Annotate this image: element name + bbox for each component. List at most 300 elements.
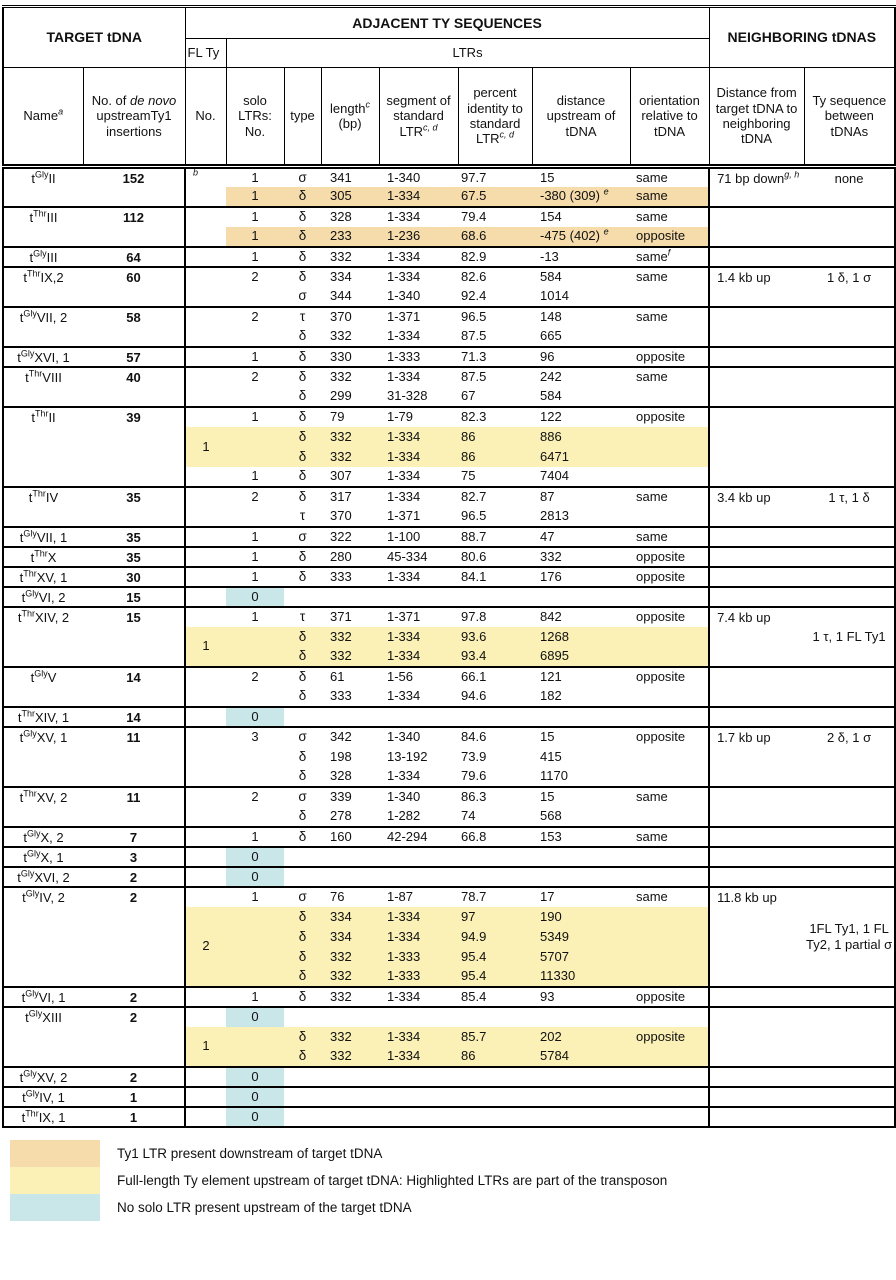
- fl-ty-number: [185, 547, 226, 567]
- fl-ty-number: [185, 707, 226, 727]
- neighbor-distance: [709, 547, 804, 567]
- ltr-distance-upstream: -380 (309) $^e$: [532, 187, 630, 207]
- ltr-identity: 82.7: [461, 489, 487, 505]
- ltr-orientation: [630, 1047, 709, 1067]
- solo-ltr-count: [226, 747, 284, 767]
- header-neighboring-tdnas: NEIGHBORING tDNAS: [709, 7, 895, 68]
- ltr-segment: 13-192: [387, 748, 428, 764]
- ltr-distance-upstream: [532, 707, 630, 727]
- fl-ty-number: [185, 187, 226, 207]
- ltr-distance-upstream: 15: [540, 789, 555, 805]
- ty-between: 1FL Ty1, 1 FL Ty2, 1 partial σ: [804, 887, 895, 987]
- table-row: [3, 607, 895, 627]
- table-row: [3, 1007, 895, 1027]
- neighbor-distance: 3.4 kb up: [709, 487, 804, 527]
- ty-between: [804, 867, 895, 887]
- table-row: [3, 1087, 895, 1107]
- ltr-length: 198: [330, 748, 352, 764]
- table-row: [3, 267, 895, 287]
- header-insertions: No. of de novo upstreamTy1 insertions: [83, 68, 185, 167]
- target-tdna-name: $t^{Thr}XV$, 2: [3, 787, 83, 827]
- ty-between: 2 δ, 1 σ: [804, 727, 895, 787]
- header-segment: segment of standard LTR$^{c, d}$: [379, 68, 458, 167]
- ltr-length: 344: [321, 287, 379, 307]
- ty-between: [804, 567, 895, 587]
- ltr-identity: 67.5: [458, 187, 532, 207]
- de-novo-insertions-count: 112: [83, 207, 185, 247]
- header-orientation: orientation relative to tDNA: [630, 68, 709, 167]
- ltr-type: δ: [298, 409, 307, 425]
- table-row: [3, 167, 895, 187]
- target-tdna-name: $t^{Gly}XVI$, 2: [3, 867, 83, 887]
- table-row: [3, 847, 895, 867]
- table-row: [3, 207, 895, 227]
- ltr-segment: 1-340: [379, 287, 458, 307]
- solo-ltr-count: 1: [226, 227, 284, 247]
- solo-ltr-count: 2: [251, 489, 259, 505]
- ltr-distance-upstream: 15: [540, 170, 555, 186]
- ty-between: [804, 827, 895, 847]
- ltr-length: [321, 867, 379, 887]
- solo-ltr-count: 2: [251, 309, 259, 325]
- ltr-identity: 86: [458, 447, 532, 467]
- ltr-segment: 1-334: [379, 1047, 458, 1067]
- ltr-orientation: same: [636, 170, 668, 186]
- ltr-distance-upstream: 584: [532, 387, 630, 407]
- ltr-length: [321, 1107, 379, 1127]
- ltr-orientation: [630, 867, 709, 887]
- solo-ltr-count: [226, 967, 284, 987]
- ltr-type: δ: [284, 907, 321, 927]
- ltr-segment: 1-333: [379, 947, 458, 967]
- table-header: [3, 7, 895, 167]
- ltr-orientation: [630, 447, 709, 467]
- ltr-type: δ: [298, 489, 307, 505]
- solo-ltr-count: [226, 647, 284, 667]
- de-novo-insertions-count: 64: [83, 247, 185, 267]
- table-row: [3, 707, 895, 727]
- ltr-segment: 1-334: [387, 369, 421, 385]
- ltr-type: δ: [284, 467, 321, 487]
- ltr-length: 332: [330, 369, 352, 385]
- ltr-identity: [458, 587, 532, 607]
- ltr-identity: 86.3: [461, 789, 487, 805]
- fl-ty-number: [185, 687, 226, 707]
- solo-ltr-count: [226, 387, 284, 407]
- ltr-distance-upstream: 332: [532, 547, 630, 567]
- de-novo-insertions-count: 57: [83, 347, 185, 367]
- ty-between: 1 δ, 1 σ: [804, 267, 895, 307]
- ltr-segment: [379, 1107, 458, 1127]
- ltr-type: [284, 847, 321, 867]
- ltr-segment: 1-334: [379, 447, 458, 467]
- neighbor-distance: [709, 987, 804, 1007]
- ltr-segment: 1-334: [387, 489, 421, 505]
- ltr-orientation: [630, 947, 709, 967]
- ltr-orientation: opposite: [636, 609, 686, 625]
- header-adjacent-ty: ADJACENT TY SEQUENCES: [185, 7, 709, 39]
- ltr-type: [284, 1007, 321, 1027]
- neighbor-distance: [709, 247, 804, 267]
- ltr-segment: [379, 707, 458, 727]
- ltr-length: 278: [321, 807, 379, 827]
- solo-ltr-count: [226, 627, 284, 647]
- legend-item: [2, 1167, 894, 1194]
- table-row: [3, 487, 895, 507]
- solo-ltr-count: 1: [251, 209, 259, 225]
- ltr-length: [321, 1067, 379, 1087]
- ltr-type: σ: [284, 287, 321, 307]
- ty-between: [804, 787, 895, 827]
- ltr-distance-upstream: 121: [540, 669, 562, 685]
- ltr-identity: [458, 707, 532, 727]
- ltr-orientation: [630, 1007, 709, 1027]
- header-neighbor-distance: Distance from target tDNA to neighboring tDNA: [709, 68, 804, 167]
- solo-ltr-count: [226, 287, 284, 307]
- ty-between: [804, 1067, 895, 1087]
- ltr-segment: [379, 587, 458, 607]
- header-ltrs: LTRs: [226, 39, 709, 68]
- ltr-type: δ: [284, 187, 321, 207]
- de-novo-insertions-count: 35: [83, 527, 185, 547]
- neighbor-distance: [709, 847, 804, 867]
- ltr-identity: 67: [458, 387, 532, 407]
- neighbor-distance: [709, 667, 804, 707]
- fl-ty-number: [185, 287, 226, 307]
- ty-between: 1 τ, 1 δ: [804, 487, 895, 527]
- ltr-type: δ: [284, 827, 321, 847]
- ltr-length: 332: [321, 1027, 379, 1047]
- table-row: [3, 1107, 895, 1127]
- ltr-segment: 1-333: [379, 967, 458, 987]
- target-tdna-name: $t^{Gly}III$: [3, 247, 83, 267]
- ltr-identity: 82.3: [461, 409, 487, 425]
- ltr-orientation: [630, 507, 709, 527]
- ltr-orientation: [630, 627, 709, 647]
- ltr-distance-upstream: 2813: [532, 507, 630, 527]
- solo-ltr-count: [226, 927, 284, 947]
- solo-ltr-count: 1: [251, 889, 259, 905]
- table-row: [3, 547, 895, 567]
- ltr-identity: 78.7: [461, 889, 487, 905]
- ltr-distance-upstream: 182: [532, 687, 630, 707]
- ltr-type: δ: [284, 247, 321, 267]
- target-tdna-name: $t^{Thr}III$: [3, 207, 83, 247]
- ltr-distance-upstream: [532, 847, 630, 867]
- ltr-segment: 1-334: [379, 907, 458, 927]
- ltr-distance-upstream: 5707: [532, 947, 630, 967]
- ltr-type: [284, 1087, 321, 1107]
- ltr-distance-upstream: [532, 1107, 630, 1127]
- ltr-orientation: opposite: [630, 987, 709, 1007]
- de-novo-insertions-count: 7: [83, 827, 185, 847]
- ltr-identity: 96.5: [461, 309, 487, 325]
- ltr-distance-upstream: 93: [532, 987, 630, 1007]
- ltr-segment: 1-334: [379, 467, 458, 487]
- ltr-length: 76: [330, 889, 345, 905]
- fl-ty-number: [185, 787, 226, 807]
- neighbor-distance: [709, 567, 804, 587]
- ltr-orientation: [630, 1067, 709, 1087]
- ltr-length: [321, 587, 379, 607]
- ltr-orientation: same: [630, 187, 709, 207]
- ltr-length: 307: [321, 467, 379, 487]
- solo-ltr-count: [226, 507, 284, 527]
- fl-ty-number: [185, 1007, 226, 1027]
- ltr-length: [321, 1007, 379, 1027]
- ltr-length: 79: [330, 409, 345, 425]
- ltr-segment: 1-334: [379, 687, 458, 707]
- de-novo-insertions-count: 2: [83, 1067, 185, 1087]
- ltr-identity: 66.1: [461, 669, 487, 685]
- ltr-length: 333: [321, 687, 379, 707]
- header-fl-no: No.: [185, 68, 226, 167]
- ltr-type: δ: [284, 987, 321, 1007]
- ltr-distance-upstream: 6471: [532, 447, 630, 467]
- solo-ltr-count: 0: [226, 1067, 284, 1087]
- ltr-segment: 45-334: [379, 547, 458, 567]
- ltr-distance-upstream: 148: [540, 309, 562, 325]
- legend-swatch: [10, 1140, 100, 1167]
- solo-ltr-count: 0: [226, 707, 284, 727]
- target-tdna-name: $t^{Thr}II$: [3, 407, 83, 487]
- fl-ty-number: [185, 747, 226, 767]
- fl-ty-number: [185, 1107, 226, 1127]
- de-novo-insertions-count: 2: [83, 987, 185, 1007]
- ltr-orientation: [630, 767, 709, 787]
- target-tdna-name: $t^{Thr}XIV$, 1: [3, 707, 83, 727]
- table-row: [3, 1067, 895, 1087]
- ltr-length: 332: [321, 967, 379, 987]
- de-novo-insertions-count: 11: [83, 727, 185, 787]
- ltr-distance-upstream: -475 (402) $^e$: [532, 227, 630, 247]
- fl-ty-number: [185, 367, 226, 387]
- fl-ty-number: [185, 827, 226, 847]
- ltr-identity: 86: [458, 427, 532, 447]
- ltr-distance-upstream: 1170: [532, 767, 630, 787]
- neighbor-distance: 1.4 kb up: [709, 267, 804, 307]
- ltr-orientation: opposite: [630, 1027, 709, 1047]
- fl-ty-number: [185, 387, 226, 407]
- fl-ty-number: [185, 207, 226, 227]
- ltr-segment: 1-334: [387, 209, 421, 225]
- de-novo-insertions-count: 58: [83, 307, 185, 347]
- table-row: [3, 727, 895, 747]
- ltr-distance-upstream: 17: [540, 889, 555, 905]
- ltr-identity: 73.9: [461, 748, 487, 764]
- ltr-identity: 93.6: [458, 627, 532, 647]
- de-novo-insertions-count: 152: [83, 167, 185, 207]
- neighbor-distance: [709, 1067, 804, 1087]
- ltr-identity: 84.6: [461, 729, 487, 745]
- ty-between: [804, 847, 895, 867]
- ltr-distance-upstream: [532, 587, 630, 607]
- solo-ltr-count: [226, 1047, 284, 1067]
- ltr-length: 322: [321, 527, 379, 547]
- ltr-type: δ: [284, 427, 321, 447]
- ltr-length: 330: [321, 347, 379, 367]
- ty-between: [804, 527, 895, 547]
- target-tdna-name: $t^{Gly}V$: [3, 667, 83, 707]
- legend-swatch: [10, 1194, 100, 1221]
- ltr-type: [284, 1067, 321, 1087]
- neighbor-distance: [709, 587, 804, 607]
- neighbor-distance: 7.4 kb up: [709, 607, 804, 667]
- ltr-type: τ: [284, 507, 321, 527]
- ltr-segment: [379, 1087, 458, 1107]
- target-tdna-name: $t^{Gly}IV$, 1: [3, 1087, 83, 1107]
- ltr-segment: 1-334: [379, 927, 458, 947]
- solo-ltr-count: 1: [226, 567, 284, 587]
- ltr-orientation: opposite: [630, 547, 709, 567]
- ltr-distance-upstream: [532, 1067, 630, 1087]
- ltr-segment: 1-79: [387, 409, 414, 425]
- fl-ty-number: [185, 867, 226, 887]
- ltr-orientation: opposite: [636, 409, 686, 425]
- fl-ty-number: [185, 1067, 226, 1087]
- de-novo-insertions-count: 15: [83, 587, 185, 607]
- ltr-length: 332: [321, 947, 379, 967]
- ltr-identity: 95.4: [458, 967, 532, 987]
- ltr-length: 332: [321, 987, 379, 1007]
- neighbor-distance: [709, 407, 804, 487]
- ltr-segment: 1-334: [379, 767, 458, 787]
- ltr-length: 370: [321, 507, 379, 527]
- ltr-type: σ: [284, 527, 321, 547]
- neighbor-distance: [709, 867, 804, 887]
- ltr-type: δ: [284, 227, 321, 247]
- target-tdna-name: $t^{Gly}IV$, 2: [3, 887, 83, 987]
- ltr-length: 332: [321, 447, 379, 467]
- fl-ty-number: [185, 847, 226, 867]
- ltr-identity: 86: [458, 1047, 532, 1067]
- header-distance-upstream: distance upstream of tDNA: [532, 68, 630, 167]
- ltr-type: τ: [299, 309, 306, 325]
- de-novo-insertions-count: 40: [83, 367, 185, 407]
- fl-ty-number: [185, 607, 226, 627]
- ltr-orientation: same: [630, 527, 709, 547]
- ltr-segment: 1-56: [387, 669, 414, 685]
- ltr-segment: [379, 1067, 458, 1087]
- ltr-segment: 1-340: [387, 729, 421, 745]
- solo-ltr-count: 1: [226, 467, 284, 487]
- ltr-identity: 97.7: [461, 170, 487, 186]
- ty-between: [804, 1087, 895, 1107]
- ltr-type: δ: [284, 567, 321, 587]
- ltr-segment: 1-334: [379, 987, 458, 1007]
- ltr-segment: 1-371: [387, 309, 421, 325]
- solo-ltr-count: 1: [226, 987, 284, 1007]
- neighbor-distance: [709, 787, 804, 827]
- ltr-type: δ: [284, 687, 321, 707]
- ltr-distance-upstream: 11330: [532, 967, 630, 987]
- solo-ltr-count: [226, 1027, 284, 1047]
- ltr-identity: 79.6: [458, 767, 532, 787]
- ltr-orientation: same: [636, 369, 668, 385]
- ltr-identity: 97.8: [461, 609, 487, 625]
- ltr-length: 371: [330, 609, 352, 625]
- ltr-segment: 1-334: [379, 247, 458, 267]
- ltr-distance-upstream: 202: [532, 1027, 630, 1047]
- ltr-segment: 1-100: [379, 527, 458, 547]
- ltr-orientation: opposite: [630, 347, 709, 367]
- ltr-orientation: opposite: [630, 227, 709, 247]
- ltr-segment: 1-334: [379, 647, 458, 667]
- ltr-length: 328: [330, 209, 352, 225]
- header-columns-row: [3, 68, 895, 167]
- ltr-identity: [458, 867, 532, 887]
- ltr-length: 317: [330, 489, 352, 505]
- ltr-length: 332: [321, 247, 379, 267]
- de-novo-insertions-count: 1: [83, 1107, 185, 1127]
- ty-between: [804, 707, 895, 727]
- ltr-identity: 87.5: [458, 327, 532, 347]
- ltr-type: δ: [284, 927, 321, 947]
- ltr-type: τ: [299, 609, 306, 625]
- ty-between: [804, 307, 895, 347]
- ltr-type: [284, 1107, 321, 1127]
- fl-ty-number: [185, 307, 226, 327]
- target-tdna-name: $t^{Gly}XVI$, 1: [3, 347, 83, 367]
- fl-ty-number: 1: [185, 1027, 226, 1067]
- ltr-type: σ: [298, 169, 307, 185]
- ltr-identity: 71.3: [458, 347, 532, 367]
- table-row: [3, 407, 895, 427]
- table-row: [3, 587, 895, 607]
- ltr-type: σ: [298, 789, 307, 805]
- highlight-legend: [2, 1140, 894, 1221]
- ty-between: [804, 407, 895, 487]
- neighbor-distance: [709, 207, 804, 247]
- ltr-orientation: [630, 967, 709, 987]
- table-body: [3, 167, 895, 1127]
- ltr-length: 334: [321, 927, 379, 947]
- ltr-orientation: opposite: [630, 567, 709, 587]
- table-row: [3, 987, 895, 1007]
- ltr-orientation: same: [636, 889, 668, 905]
- ltr-identity: 92.4: [458, 287, 532, 307]
- fl-ty-number: [185, 807, 226, 827]
- ltr-orientation: [630, 747, 709, 767]
- solo-ltr-count: 0: [226, 1107, 284, 1127]
- fl-ty-number: [185, 507, 226, 527]
- ltr-segment: 1-334: [387, 269, 421, 285]
- header-solo-ltrs: solo LTRs: No.: [226, 68, 284, 167]
- table-row: [3, 567, 895, 587]
- legend-item: [2, 1140, 894, 1167]
- ltr-segment: 31-328: [379, 387, 458, 407]
- fl-ty-number: [185, 727, 226, 747]
- ltr-type: δ: [284, 807, 321, 827]
- ltr-type: [284, 587, 321, 607]
- ty-between: [804, 667, 895, 707]
- fl-ty-number: 2: [185, 907, 226, 987]
- ltr-segment: 1-333: [379, 347, 458, 367]
- de-novo-insertions-count: 35: [83, 547, 185, 567]
- ltr-orientation: [630, 587, 709, 607]
- ltr-identity: [458, 1107, 532, 1127]
- ltr-length: 332: [321, 627, 379, 647]
- ltr-distance-upstream: 176: [532, 567, 630, 587]
- header-length: length$^c$ (bp): [321, 68, 379, 167]
- ltr-segment: [379, 1007, 458, 1027]
- ltr-type: δ: [284, 767, 321, 787]
- de-novo-insertions-count: 2: [83, 887, 185, 987]
- ltr-type: [284, 867, 321, 887]
- target-tdna-name: $t^{Thr}XV$, 1: [3, 567, 83, 587]
- ltr-orientation: [630, 647, 709, 667]
- ltr-identity: 79.4: [461, 209, 487, 225]
